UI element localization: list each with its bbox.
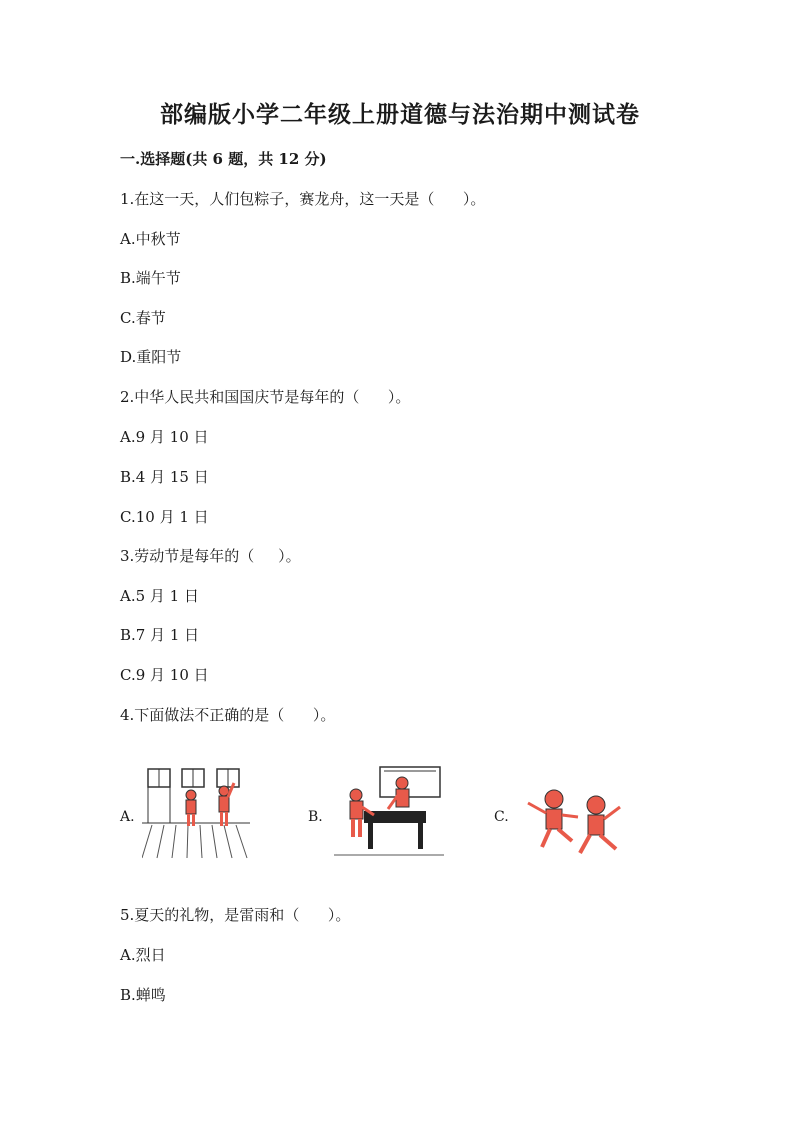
question-1: 1.在这一天，人们包粽子，赛龙舟，这一天是（ ）。 (120, 190, 486, 208)
cleaning-children-illustration (334, 765, 444, 860)
q2-option-c: C.10 月 1 日 (120, 508, 209, 526)
q4-option-c-label: C. (494, 809, 509, 825)
q4-option-a-label: A. (120, 809, 135, 825)
q1-option-b: B.端午节 (120, 269, 181, 287)
section-heading: 一.选择题(共 6 题，共 12 分) (120, 150, 327, 168)
question-5: 5.夏天的礼物，是雷雨和（ ）。 (120, 906, 351, 924)
q3-option-b: B.7 月 1 日 (120, 626, 200, 644)
q3-option-c: C.9 月 10 日 (120, 666, 209, 684)
fighting-children-illustration (520, 787, 630, 859)
q1-option-a: A.中秋节 (120, 230, 181, 248)
question-3: 3.劳动节是每年的（ ）。 (120, 547, 301, 565)
question-4: 4.下面做法不正确的是（ ）。 (120, 706, 336, 724)
q4-option-b (308, 765, 448, 865)
question-2: 2.中华人民共和国国庆节是每年的（ ）。 (120, 388, 411, 406)
q4-option-a (120, 765, 250, 865)
question-4-images (120, 765, 640, 865)
q4-option-b-label: B. (308, 809, 323, 825)
q2-option-a: A.9 月 10 日 (120, 428, 209, 446)
q1-option-c: C.春节 (120, 309, 166, 327)
q1-option-d: D.重阳节 (120, 348, 182, 366)
q5-option-a: A.烈日 (120, 946, 166, 964)
q2-option-b: B.4 月 15 日 (120, 468, 209, 486)
q3-option-a: A.5 月 1 日 (120, 587, 199, 605)
q5-option-b: B.蝉鸣 (120, 986, 166, 1004)
q4-option-c (494, 765, 634, 865)
window-children-illustration (142, 765, 250, 860)
page-title: 部编版小学二年级上册道德与法治期中测试卷 (160, 101, 640, 128)
